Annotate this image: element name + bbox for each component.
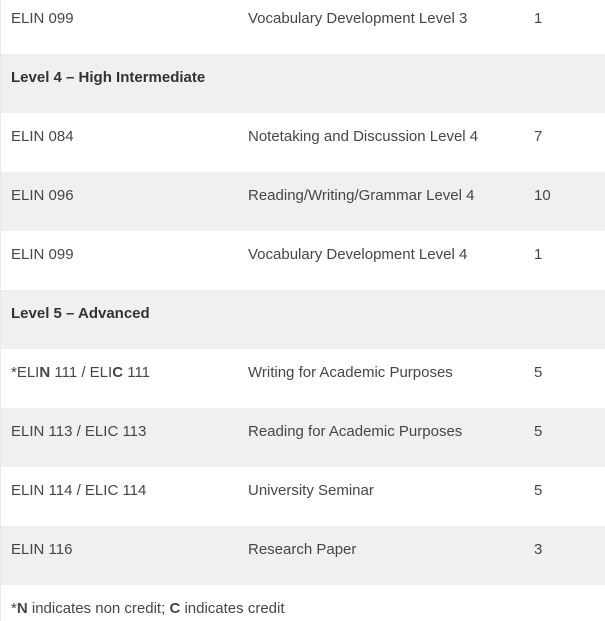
course-credits: 1 <box>534 246 543 263</box>
section-row <box>1 54 605 113</box>
course-title: Notetaking and Discussion Level 4 <box>248 128 479 145</box>
course-credits: 5 <box>534 482 543 499</box>
text-segment: ELIN 099 <box>11 246 74 263</box>
table-row <box>1 467 605 526</box>
bold-letter: C <box>112 364 124 381</box>
bold-letter: N <box>16 600 28 617</box>
table-row <box>1 113 605 172</box>
text-segment: *ELI <box>11 364 40 381</box>
section-label: Level 5 – Advanced <box>11 305 150 322</box>
course-title: University Seminar <box>248 482 374 499</box>
text-segment: ELIN 099 <box>11 10 74 27</box>
course-code <box>11 364 248 408</box>
course-code <box>11 128 248 172</box>
footnote-row <box>1 585 605 621</box>
course-code <box>11 187 248 231</box>
text-segment: ELIN 116 <box>11 541 73 558</box>
course-title: Vocabulary Development Level 3 <box>248 10 468 27</box>
course-code <box>11 423 248 467</box>
text-segment: ELIN 084 <box>11 128 74 145</box>
course-code <box>11 246 248 290</box>
bold-letter: C <box>169 600 181 617</box>
text-segment: indicates credit <box>180 600 285 617</box>
table-row <box>1 0 605 54</box>
text-segment: ELIN 113 / ELIC 113 <box>11 423 147 440</box>
table-row <box>1 231 605 290</box>
course-credits: 1 <box>534 10 543 27</box>
text-segment: indicates non credit; <box>27 600 170 617</box>
course-title: Reading/Writing/Grammar Level 4 <box>248 187 475 204</box>
course-credits: 7 <box>534 128 543 145</box>
course-code <box>11 541 248 585</box>
text-segment: * <box>11 600 17 617</box>
table-row <box>1 349 605 408</box>
course-credits: 5 <box>534 423 543 440</box>
text-segment: ELIN 096 <box>11 187 74 204</box>
bold-letter: N <box>39 364 51 381</box>
section-label: Level 4 – High Intermediate <box>11 69 206 86</box>
table-row <box>1 408 605 467</box>
course-title: Reading for Academic Purposes <box>248 423 463 440</box>
course-credits: 10 <box>534 187 551 204</box>
course-code <box>11 482 248 526</box>
footnote-text <box>11 600 605 617</box>
section-row <box>1 290 605 349</box>
text-segment: 111 <box>123 364 151 381</box>
course-credits: 5 <box>534 364 543 381</box>
course-title: Vocabulary Development Level 4 <box>248 246 468 263</box>
course-credits: 3 <box>534 541 543 558</box>
course-code <box>11 10 248 54</box>
table-row <box>1 172 605 231</box>
text-segment: ELIN 114 / ELIC 114 <box>11 482 147 499</box>
course-title: Writing for Academic Purposes <box>248 364 453 381</box>
table-row <box>1 526 605 585</box>
text-segment: 111 / ELI <box>50 364 113 381</box>
course-title: Research Paper <box>248 541 357 558</box>
